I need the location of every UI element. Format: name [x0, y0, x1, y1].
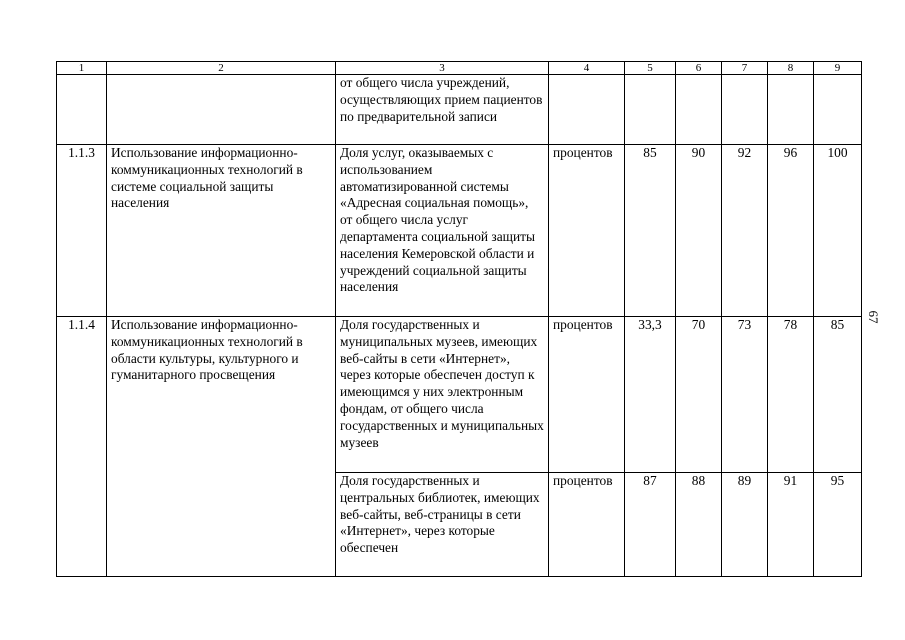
row-value-5 [625, 75, 676, 145]
row-name: Использование информационно-коммуникационных технологий в системе социальной защиты населения [107, 145, 336, 317]
row-value-8: 96 [768, 145, 814, 317]
header-col-4: 4 [549, 62, 625, 75]
header-col-7: 7 [722, 62, 768, 75]
row-value-6: 88 [676, 473, 722, 577]
row-value-7: 89 [722, 473, 768, 577]
row-unit: процентов [549, 145, 625, 317]
row-unit [549, 75, 625, 145]
row-indicator: Доля услуг, оказываемых с использованием автоматизированной системы «Адресная социальная помощь», от общего числа услуг департамента социальной защиты населения Кемеровской области и учреждений социальной защиты населения [336, 145, 549, 317]
row-indicator: Доля государственных и муниципальных музеев, имеющих веб-сайты в сети «Интернет», через которые обеспечен доступ к имеющимся у них электронным фондам, от общего числа государственных и муниципальных музеев [336, 317, 549, 473]
row-value-9: 85 [814, 317, 862, 473]
table-row [57, 75, 862, 145]
row-value-5: 33,3 [625, 317, 676, 473]
header-col-2: 2 [107, 62, 336, 75]
row-value-6: 70 [676, 317, 722, 473]
row-name: Использование информационно-коммуникационных технологий в области культуры, культурного и гуманитарного просвещения [107, 317, 336, 577]
page-number: 67 [866, 310, 881, 324]
row-value-7 [722, 75, 768, 145]
table-row [57, 145, 862, 317]
row-value-9: 95 [814, 473, 862, 577]
row-value-7: 73 [722, 317, 768, 473]
row-value-7: 92 [722, 145, 768, 317]
row-name [107, 75, 336, 145]
column-number-header-row [57, 62, 862, 75]
row-value-9: 100 [814, 145, 862, 317]
indicators-table [56, 61, 862, 577]
header-col-6: 6 [676, 62, 722, 75]
row-value-8 [768, 75, 814, 145]
header-col-5: 5 [625, 62, 676, 75]
row-value-5: 85 [625, 145, 676, 317]
row-value-8: 91 [768, 473, 814, 577]
row-value-6: 90 [676, 145, 722, 317]
row-code: 1.1.4 [57, 317, 107, 577]
header-col-9: 9 [814, 62, 862, 75]
header-col-3: 3 [336, 62, 549, 75]
row-unit: процентов [549, 317, 625, 473]
header-col-1: 1 [57, 62, 107, 75]
row-value-6 [676, 75, 722, 145]
row-value-5: 87 [625, 473, 676, 577]
table-row [57, 317, 862, 473]
row-value-9 [814, 75, 862, 145]
row-code: 1.1.3 [57, 145, 107, 317]
row-indicator: от общего числа учреждений, осуществляющих прием пациентов по предварительной записи [336, 75, 549, 145]
row-unit: процентов [549, 473, 625, 577]
row-indicator: Доля государственных и центральных библиотек, имеющих веб-сайты, веб-страницы в сети «Интернет», через которые обеспечен [336, 473, 549, 577]
row-code [57, 75, 107, 145]
header-col-8: 8 [768, 62, 814, 75]
row-value-8: 78 [768, 317, 814, 473]
